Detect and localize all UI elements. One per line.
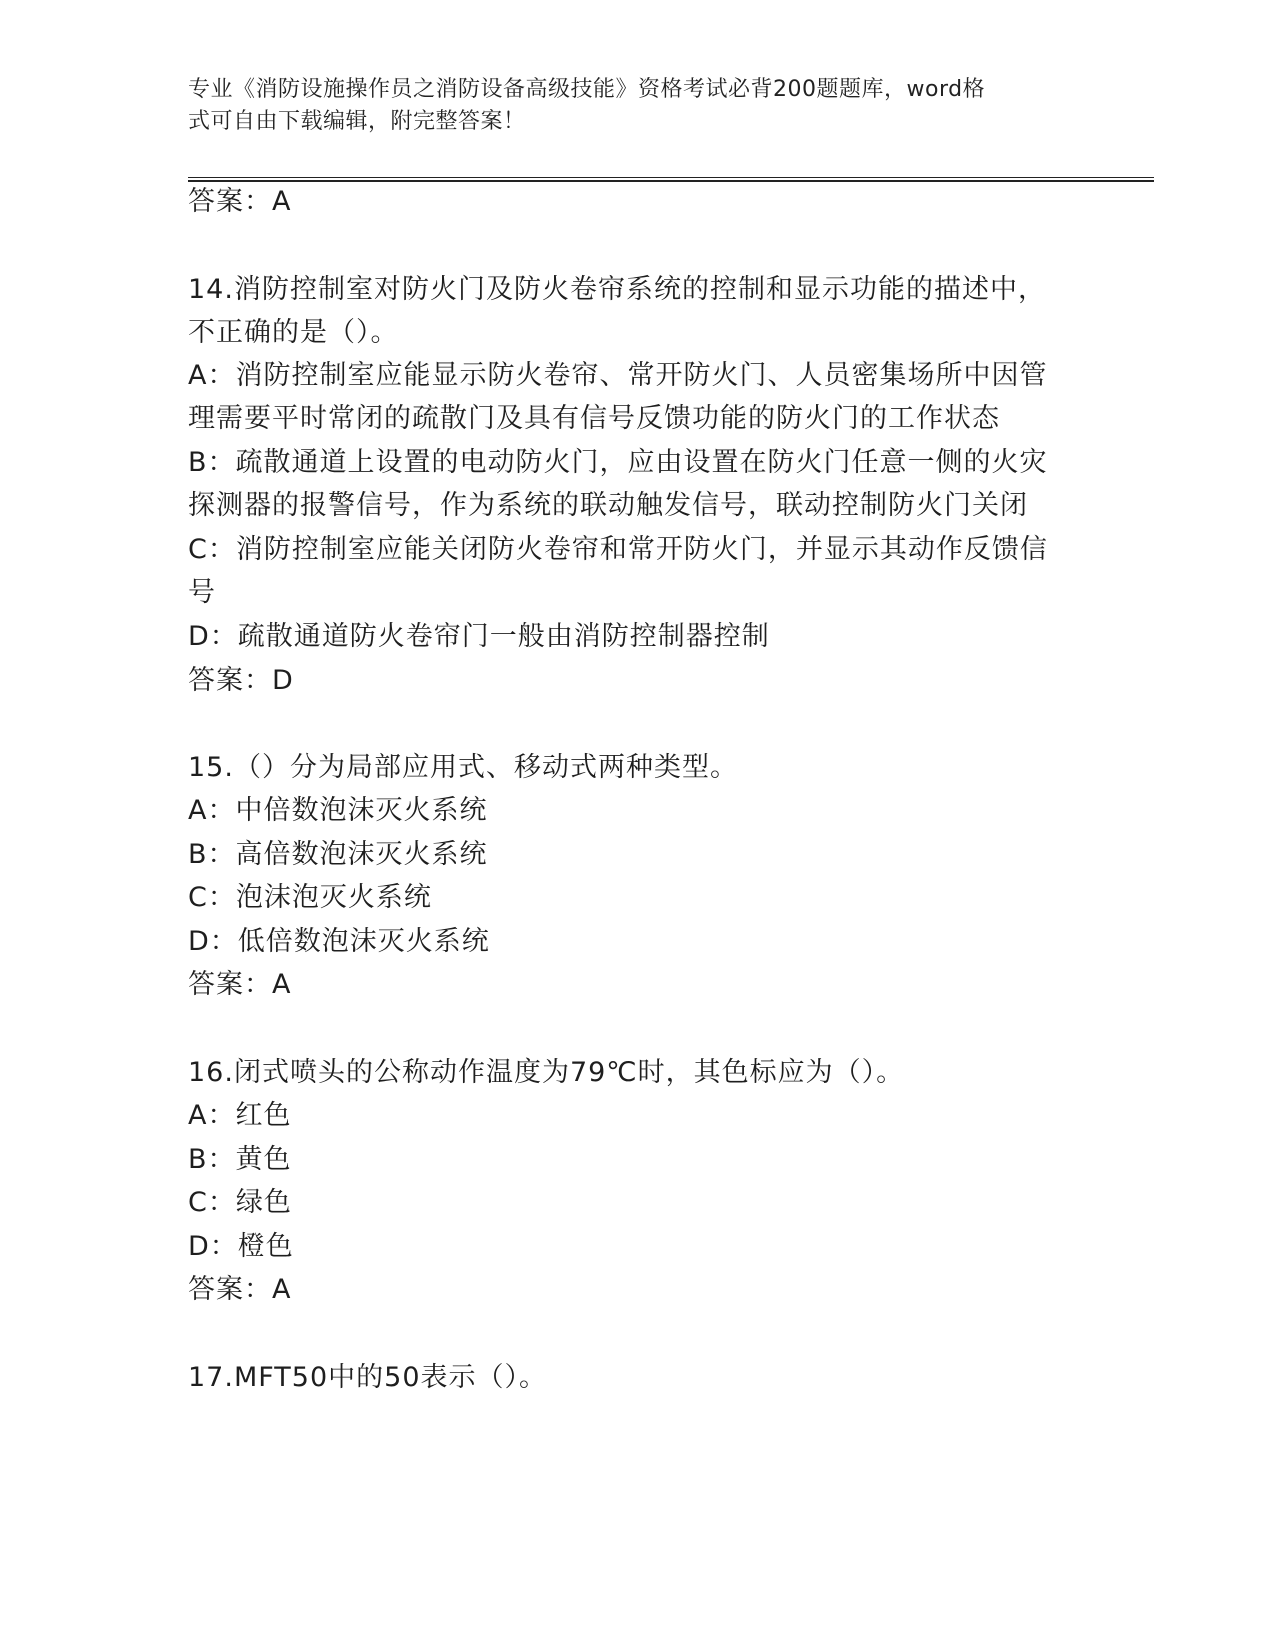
question-16-answer: 答案：A bbox=[188, 1274, 292, 1305]
question-15-option-d: D：低倍数泡沫灭火系统 bbox=[188, 926, 490, 957]
question-16-option-a: A：红色 bbox=[188, 1100, 292, 1131]
question-16-option-d: D：橙色 bbox=[188, 1231, 294, 1262]
previous-answer: 答案：A bbox=[188, 186, 292, 217]
page-header bbox=[188, 74, 1088, 138]
question-15-option-c: C：泡沫泡灭火系统 bbox=[188, 882, 432, 913]
question-14-option-b-line-2: 探测器的报警信号，作为系统的联动触发信号，联动控制防火门关闭 bbox=[188, 490, 1028, 521]
question-14-option-a-line-2: 理需要平时常闭的疏散门及具有信号反馈功能的防火门的工作状态 bbox=[188, 403, 1000, 434]
question-14-option-b-line-1: B：疏散通道上设置的电动防火门，应由设置在防火门任意一侧的火灾 bbox=[188, 447, 1048, 478]
question-15-option-a: A：中倍数泡沫灭火系统 bbox=[188, 795, 488, 826]
question-16-option-b: B：黄色 bbox=[188, 1144, 292, 1175]
question-14-option-c-line-1: C：消防控制室应能关闭防火卷帘和常开防火门，并显示其动作反馈信 bbox=[188, 534, 1048, 565]
question-17-stem: 17.MFT50中的50表示（）。 bbox=[188, 1362, 547, 1393]
question-14-answer: 答案：D bbox=[188, 665, 294, 696]
question-14-stem-line-2: 不正确的是（）。 bbox=[188, 317, 399, 348]
question-14-option-a-line-1: A：消防控制室应能显示防火卷帘、常开防火门、人员密集场所中因管 bbox=[188, 360, 1048, 391]
question-15-answer: 答案：A bbox=[188, 969, 292, 1000]
question-14-option-c-line-2: 号 bbox=[188, 577, 216, 608]
header-title-line-1: 专业《消防设施操作员之消防设备高级技能》资格考试必背200题题库，word格 bbox=[188, 77, 986, 102]
question-14-option-d: D：疏散通道防火卷帘门一般由消防控制器控制 bbox=[188, 621, 770, 652]
header-divider bbox=[188, 177, 1154, 182]
question-15-option-b: B：高倍数泡沫灭火系统 bbox=[188, 839, 488, 870]
question-16-option-c: C：绿色 bbox=[188, 1187, 292, 1218]
question-15-stem: 15.（）分为局部应用式、移动式两种类型。 bbox=[188, 752, 738, 783]
header-title-line-2: 式可自由下载编辑，附完整答案！ bbox=[188, 109, 526, 134]
question-16-stem: 16.闭式喷头的公称动作温度为79℃时，其色标应为（）。 bbox=[188, 1057, 905, 1088]
question-14-stem-line-1: 14.消防控制室对防火门及防火卷帘系统的控制和显示功能的描述中， bbox=[188, 274, 1046, 305]
